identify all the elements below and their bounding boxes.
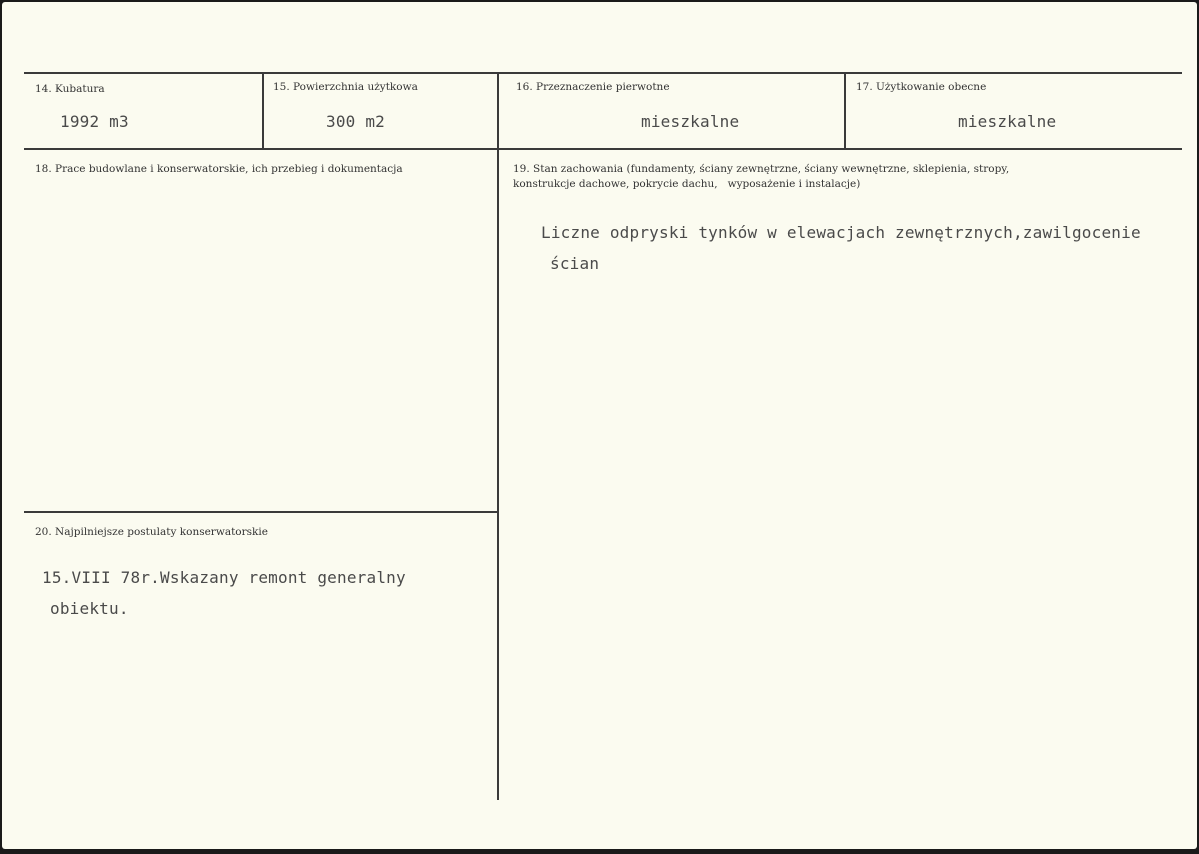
field-19-value-line-1: Liczne odpryski tynków w elewacjach zewnętrznych,zawilgocenie [541,223,1141,242]
field-15-value: 300 m2 [326,112,385,131]
field-19-value-line-2: ścian [550,254,600,273]
row-divider-rule [24,148,1182,150]
column-divider-15-16 [497,74,499,800]
section-20-divider-rule [24,511,497,513]
field-20-value-line-2: obiektu. [50,599,129,618]
field-19-label-line-2: konstrukcje dachowe, pokrycie dachu, wyposażenie i instalacje) [513,178,861,190]
field-15-label: 15. Powierzchnia użytkowa [273,81,418,93]
field-19-label-line-1: 19. Stan zachowania (fundamenty, ściany zewnętrzne, ściany wewnętrzne, sklepienia, stropy, [513,163,1010,175]
field-20-label: 20. Najpilniejsze postulaty konserwatorskie [35,526,268,538]
field-18-label: 18. Prace budowlane i konserwatorskie, ich przebieg i dokumentacja [35,163,403,175]
field-20-value-line-1: 15.VIII 78r.Wskazany remont generalny [42,568,406,587]
field-16-label: 16. Przeznaczenie pierwotne [516,81,670,93]
field-17-value: mieszkalne [958,112,1057,131]
top-rule [24,72,1182,74]
field-14-label: 14. Kubatura [35,83,105,95]
field-14-value: 1992 m3 [60,112,129,131]
field-17-label: 17. Użytkowanie obecne [856,81,987,93]
column-divider-14-15 [262,74,264,148]
field-16-value: mieszkalne [641,112,740,131]
column-divider-16-17 [844,74,846,148]
record-card [2,2,1197,849]
